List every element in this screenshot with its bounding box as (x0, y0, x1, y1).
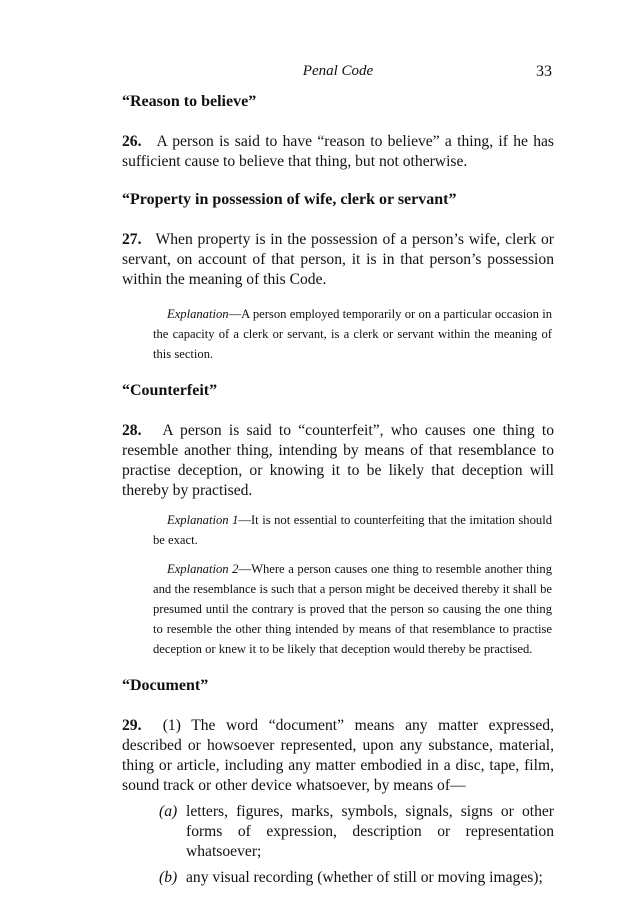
clause-marker: (b) (159, 869, 178, 886)
section-27-heading: “Property in possession of wife, clerk or servant” (122, 191, 457, 208)
section-26-text (122, 132, 554, 172)
section-28-explanation-1 (153, 510, 552, 550)
section-27-text (122, 230, 554, 290)
section-29-heading: “Document” (122, 677, 209, 694)
section-28-body: A person is said to “counterfeit”, who causes one thing to resemble another thing, intending by means of that resemblance to practise deception, or knowing it to be likely that deception will thereby by practised. (122, 422, 555, 499)
section-29-clauses (122, 802, 554, 888)
running-header (122, 63, 554, 83)
explanation-text: —A person employed temporarily or on a particular occasion in the capacity of a clerk or servant, is a clerk or servant within the meaning of this section. (153, 307, 552, 361)
clause-marker: (a) (159, 803, 178, 820)
section-28-explanation-2 (153, 559, 552, 659)
section-29-text (122, 716, 554, 796)
clause-text: any visual recording (whether of still or moving images); (186, 869, 543, 886)
explanation-label: Explanation (167, 307, 229, 321)
explanation-label: Explanation 2 (167, 562, 239, 576)
clause-a (159, 802, 554, 862)
running-title: Penal Code (302, 63, 374, 79)
explanation-text: —Where a person causes one thing to resemble another thing and the resemblance is such that a person might be deceived thereby it shall be presumed until the contrary is proved that the person so causing the one thing to resemble the other thing intended by means of that resemblance to practise deception or knew it to be likely that deception would thereby be practised. (153, 562, 552, 656)
explanation-label: Explanation 1 (167, 513, 239, 527)
clause-text: letters, figures, marks, symbols, signals, signs or other forms of expression, description or representation whatsoever; (186, 803, 554, 860)
clause-b (159, 868, 554, 888)
section-27-body: When property is in the possession of a person’s wife, clerk or servant, on account of that person, it is in that person’s possession within the meaning of this Code. (122, 231, 554, 288)
section-29-body: (1) The word “document” means any matter expressed, described or howsoever represented, upon any substance, material, thing or article, including any matter embodied in a disc, tape, film, sound track or other device whatsoever, by means of— (122, 717, 554, 794)
section-28-number: 28. (122, 422, 142, 439)
section-26-heading: “Reason to believe” (122, 93, 257, 110)
explanation-text: —It is not essential to counterfeiting that the imitation should be exact. (153, 513, 552, 547)
section-27-number: 27. (122, 231, 142, 248)
section-26-number: 26. (122, 133, 142, 150)
section-26-body: A person is said to have “reason to believe” a thing, if he has sufficient cause to believe that thing, but not otherwise. (122, 133, 554, 170)
section-28-text (122, 421, 554, 501)
section-29-number: 29. (122, 717, 142, 734)
section-27-explanation (153, 304, 552, 364)
page-number: 33 (536, 63, 552, 80)
page-content (122, 92, 554, 888)
section-28-heading: “Counterfeit” (122, 382, 218, 399)
